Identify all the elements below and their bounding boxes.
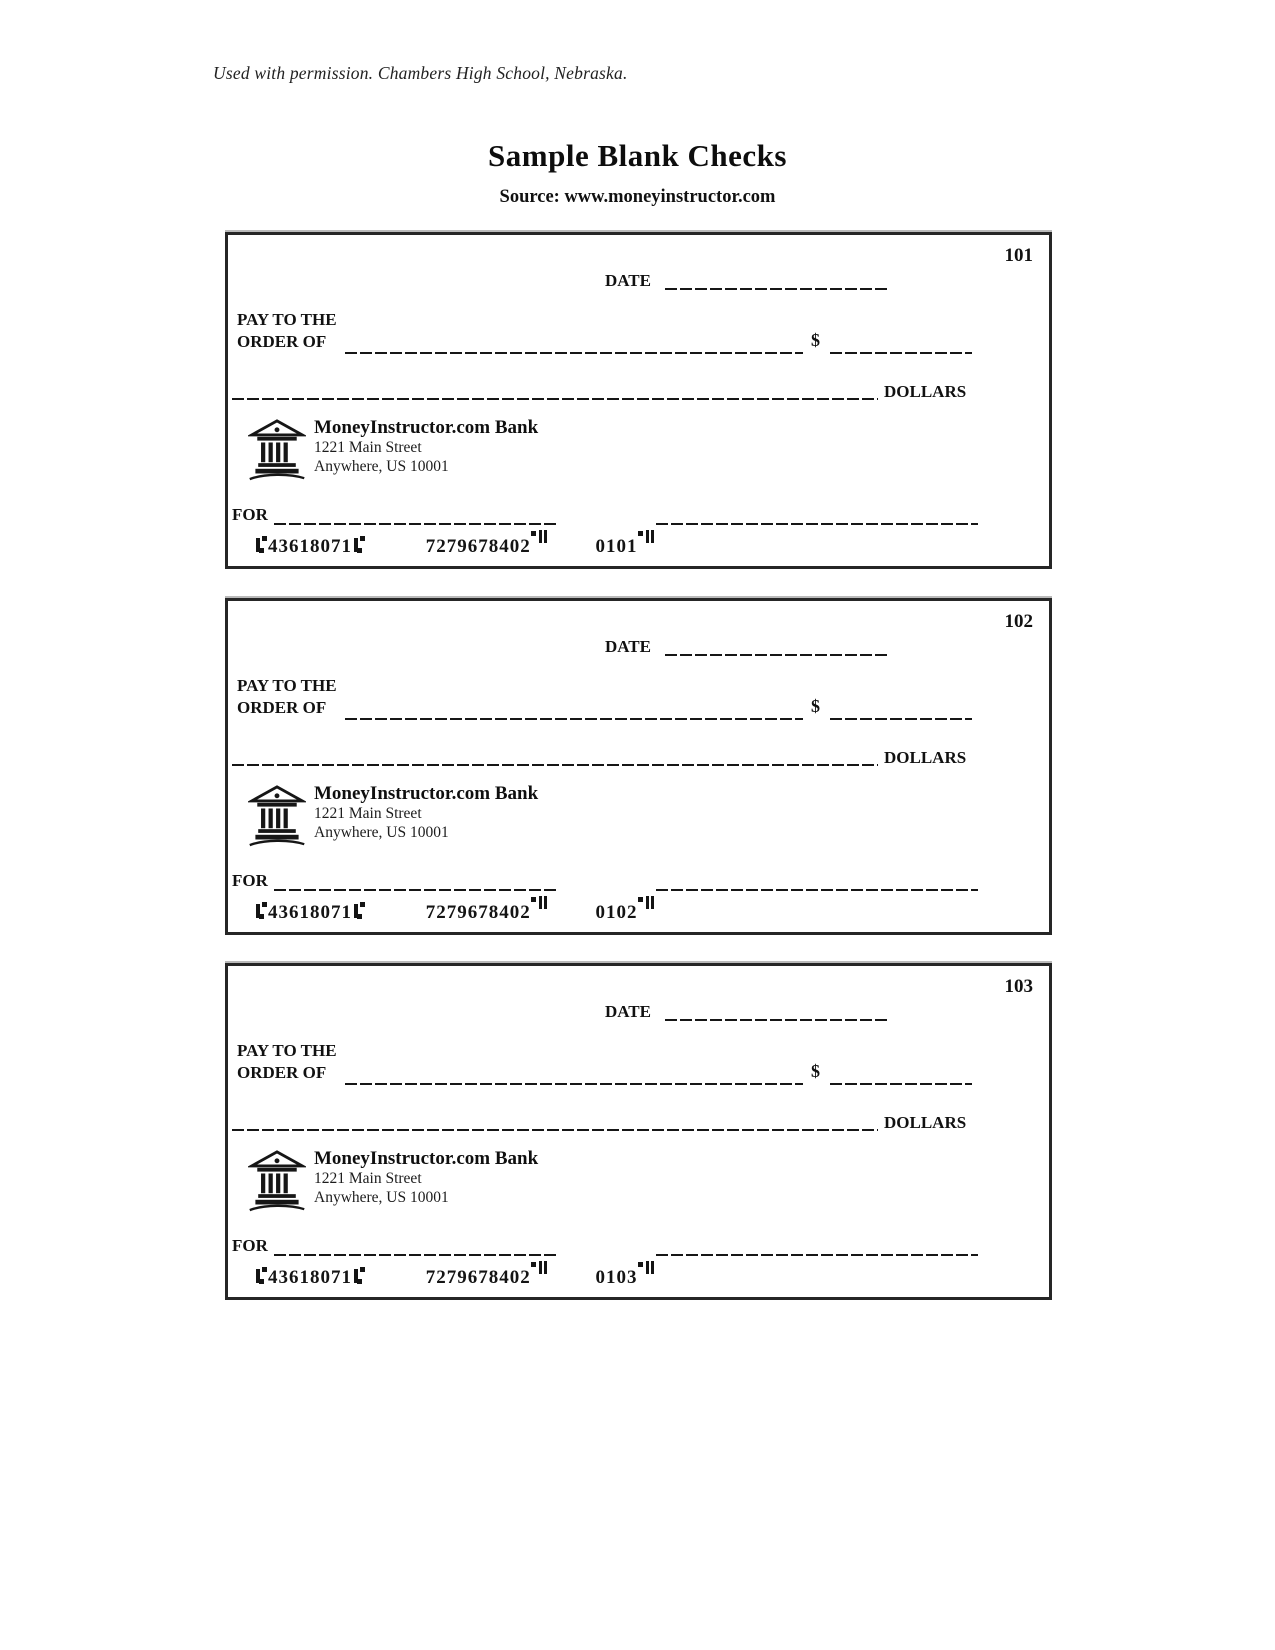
memo-line xyxy=(274,1254,557,1256)
dollars-label: DOLLARS xyxy=(884,1113,967,1132)
micr-routing-number: 43618071 xyxy=(268,902,352,923)
micr-transit-icon xyxy=(352,1267,366,1285)
memo-for-label: FOR xyxy=(232,1236,268,1255)
bank-block xyxy=(248,417,678,476)
amount-line xyxy=(830,718,972,720)
signature-line xyxy=(656,1254,978,1256)
micr-on-us-icon xyxy=(638,897,653,915)
bank-building-icon xyxy=(248,785,306,847)
signature-line xyxy=(656,889,978,891)
micr-account-number: 7279678402 xyxy=(425,1267,531,1288)
dollars-label: DOLLARS xyxy=(884,748,967,767)
memo-for-label: FOR xyxy=(232,871,268,890)
bank-name: MoneyInstructor.com Bank xyxy=(314,1148,539,1169)
date-label: DATE xyxy=(605,1002,651,1021)
date-line xyxy=(665,1019,890,1021)
dollar-sign-label: $ xyxy=(811,696,820,716)
bank-address-line1: 1221 Main Street xyxy=(314,439,422,456)
source-line: Source: www.moneyinstructor.com xyxy=(499,187,776,207)
amount-words-line xyxy=(232,764,878,766)
bank-building-icon xyxy=(248,419,306,481)
bank-block xyxy=(248,783,678,842)
micr-routing-number: 43618071 xyxy=(268,1267,352,1288)
payee-line xyxy=(345,1083,803,1085)
micr-transit-icon xyxy=(352,536,366,554)
check-number: 102 xyxy=(1004,611,1033,632)
blank-check-101 xyxy=(225,232,1052,569)
micr-line xyxy=(254,897,653,924)
bank-address-line2: Anywhere, US 10001 xyxy=(314,823,449,841)
dollar-sign-label: $ xyxy=(811,330,820,350)
blank-check-102 xyxy=(225,598,1052,935)
dollars-label: DOLLARS xyxy=(884,382,967,401)
pay-to-the-order-of-label: PAY TO THE ORDER OF xyxy=(237,1041,337,1082)
date-line xyxy=(665,654,890,656)
memo-line xyxy=(274,523,557,525)
pay-to-the-order-of-label: PAY TO THE ORDER OF xyxy=(237,676,337,717)
amount-line xyxy=(830,1083,972,1085)
payee-line xyxy=(345,718,803,720)
micr-on-us-icon xyxy=(531,531,546,549)
bank-address-line2: Anywhere, US 10001 xyxy=(314,1188,449,1206)
bank-block xyxy=(248,1148,678,1207)
bank-address-line1: 1221 Main Street xyxy=(314,805,422,822)
signature-line xyxy=(656,523,978,525)
micr-check-number: 0102 xyxy=(595,902,638,923)
amount-line xyxy=(830,352,972,354)
page-title: Sample Blank Checks xyxy=(488,138,787,173)
micr-check-number: 0101 xyxy=(595,536,638,557)
date-label: DATE xyxy=(605,271,651,290)
bank-name: MoneyInstructor.com Bank xyxy=(314,417,539,438)
dollar-sign-label: $ xyxy=(811,1061,820,1081)
pay-to-the-order-of-label: PAY TO THE ORDER OF xyxy=(237,310,337,351)
micr-on-us-icon xyxy=(638,1262,653,1280)
amount-words-line xyxy=(232,398,878,400)
micr-on-us-icon xyxy=(531,1262,546,1280)
blank-check-103 xyxy=(225,963,1052,1300)
bank-name: MoneyInstructor.com Bank xyxy=(314,783,539,804)
micr-routing-number: 43618071 xyxy=(268,536,352,557)
payee-line xyxy=(345,352,803,354)
micr-transit-icon xyxy=(254,536,268,554)
micr-line xyxy=(254,531,653,558)
micr-line xyxy=(254,1262,653,1289)
permission-note: Used with permission. Chambers High School, Nebraska. xyxy=(213,63,628,83)
micr-account-number: 7279678402 xyxy=(425,536,531,557)
bank-address-line1: 1221 Main Street xyxy=(314,1170,422,1187)
micr-on-us-icon xyxy=(638,531,653,549)
memo-line xyxy=(274,889,557,891)
amount-words-line xyxy=(232,1129,878,1131)
check-number: 101 xyxy=(1004,245,1033,266)
micr-check-number: 0103 xyxy=(595,1267,638,1288)
micr-transit-icon xyxy=(352,902,366,920)
memo-for-label: FOR xyxy=(232,505,268,524)
micr-account-number: 7279678402 xyxy=(425,902,531,923)
micr-transit-icon xyxy=(254,1267,268,1285)
date-label: DATE xyxy=(605,637,651,656)
date-line xyxy=(665,288,890,290)
check-number: 103 xyxy=(1004,976,1033,997)
micr-transit-icon xyxy=(254,902,268,920)
bank-address-line2: Anywhere, US 10001 xyxy=(314,457,449,475)
micr-on-us-icon xyxy=(531,897,546,915)
bank-building-icon xyxy=(248,1150,306,1212)
